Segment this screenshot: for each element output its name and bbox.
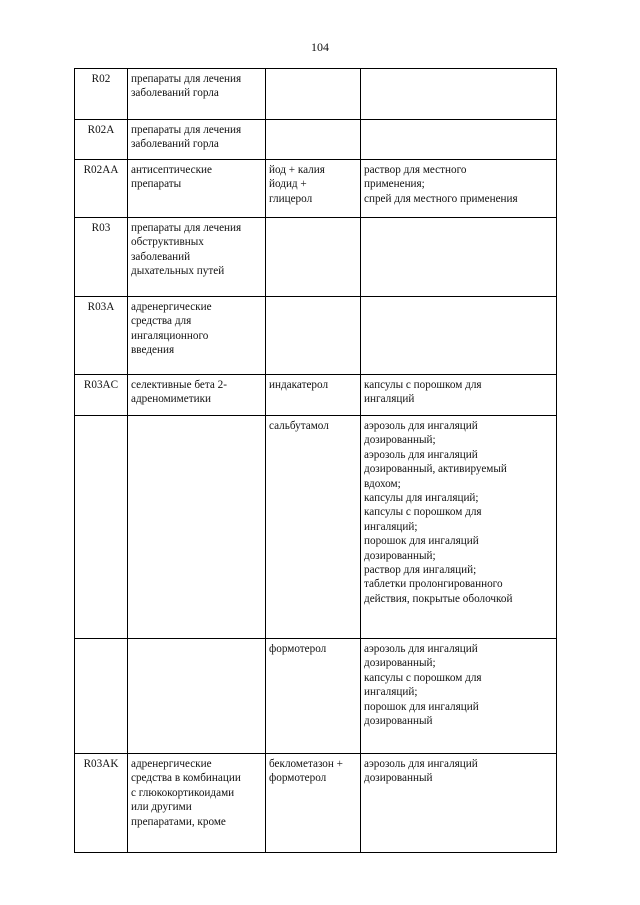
atc-code-cell [75, 160, 128, 218]
atc-code-cell [75, 69, 128, 120]
pharmacological-group-cell [128, 297, 266, 375]
pharmacological-group-cell [128, 639, 266, 754]
pharmacological-group-cell-text: селективные бета 2- адреномиметики [131, 379, 227, 406]
dosage-form-cell-text: капсулы с порошком для ингаляций [364, 379, 482, 406]
table-row [75, 297, 557, 375]
pharmacological-group-cell-text: адренергические средства для ингаляционного введения [131, 301, 212, 357]
atc-code-cell-text: R03 [91, 222, 111, 234]
drug-name-cell [266, 160, 361, 218]
drug-name-cell-text: индакатерол [269, 379, 329, 391]
drug-name-cell [266, 120, 361, 160]
dosage-form-cell [361, 120, 557, 160]
dosage-form-cell [361, 160, 557, 218]
atc-code-cell-text: R02A [87, 124, 115, 136]
drug-name-cell [266, 754, 361, 853]
pharmacological-group-cell-text: адренергические средства в комбинации с глюкокортикоидами или другими препаратами, кроме [131, 758, 241, 828]
table-row [75, 160, 557, 218]
atc-code-cell-text: R02AA [83, 164, 119, 176]
atc-code-cell [75, 754, 128, 853]
atc-code-cell [75, 218, 128, 297]
dosage-form-cell-text: аэрозоль для ингаляций дозированный; аэрозоль для ингаляций дозированный, активируемый вдохом; капсулы для ингаляций; капсулы с порошком для ингаляций; порошок для ингаляций дозированный; раствор для ингаляций; таблетки пролонгированного действия, покрытые оболочкой [364, 420, 513, 605]
dosage-form-cell [361, 754, 557, 853]
pharmacological-group-cell-text: препараты для лечения обструктивных заболеваний дыхательных путей [131, 222, 242, 278]
table-body [75, 69, 557, 853]
table-row [75, 375, 557, 416]
dosage-form-cell-text: аэрозоль для ингаляций дозированный; капсулы с порошком для ингаляций; порошок для ингаляций дозированный [364, 643, 482, 728]
dosage-form-cell [361, 297, 557, 375]
drug-name-cell-text: формотерол [269, 643, 327, 655]
atc-code-cell-text: R03A [87, 301, 115, 313]
pharmacological-group-cell [128, 416, 266, 639]
drug-classification-table [74, 68, 557, 853]
pharmacological-group-cell [128, 120, 266, 160]
table-row [75, 754, 557, 853]
dosage-form-cell [361, 416, 557, 639]
atc-code-cell [75, 639, 128, 754]
pharmacological-group-cell [128, 375, 266, 416]
drug-name-cell-text: беклометазон + формотерол [269, 758, 343, 785]
dosage-form-cell [361, 69, 557, 120]
drug-name-cell [266, 639, 361, 754]
drug-name-cell [266, 297, 361, 375]
pharmacological-group-cell [128, 160, 266, 218]
dosage-form-cell [361, 375, 557, 416]
atc-code-cell [75, 375, 128, 416]
drug-name-cell-text: сальбутамол [269, 420, 329, 432]
table-row [75, 639, 557, 754]
dosage-form-cell [361, 639, 557, 754]
pharmacological-group-cell-text: антисептические препараты [131, 164, 212, 191]
atc-code-cell-text: R03AC [83, 379, 119, 391]
atc-code-cell-text: R02 [91, 73, 111, 85]
pharmacological-group-cell-text: препараты для лечения заболеваний горла [131, 124, 242, 151]
atc-code-cell [75, 416, 128, 639]
pharmacological-group-cell [128, 754, 266, 853]
atc-code-cell [75, 297, 128, 375]
table-row [75, 120, 557, 160]
table-row [75, 416, 557, 639]
drug-name-cell-text: йод + калия йодид + глицерол [269, 164, 325, 205]
dosage-form-cell-text: аэрозоль для ингаляций дозированный [364, 758, 478, 785]
drug-name-cell [266, 416, 361, 639]
pharmacological-group-cell [128, 218, 266, 297]
table-row [75, 218, 557, 297]
drug-name-cell [266, 69, 361, 120]
table-row [75, 69, 557, 120]
pharmacological-group-cell-text: препараты для лечения заболеваний горла [131, 73, 242, 100]
dosage-form-cell-text: раствор для местного применения; спрей для местного применения [364, 164, 518, 205]
dosage-form-cell [361, 218, 557, 297]
page-number: 104 [311, 40, 329, 54]
pharmacological-group-cell [128, 69, 266, 120]
drug-name-cell [266, 218, 361, 297]
atc-code-cell-text: R03AK [83, 758, 119, 770]
drug-name-cell [266, 375, 361, 416]
atc-code-cell [75, 120, 128, 160]
